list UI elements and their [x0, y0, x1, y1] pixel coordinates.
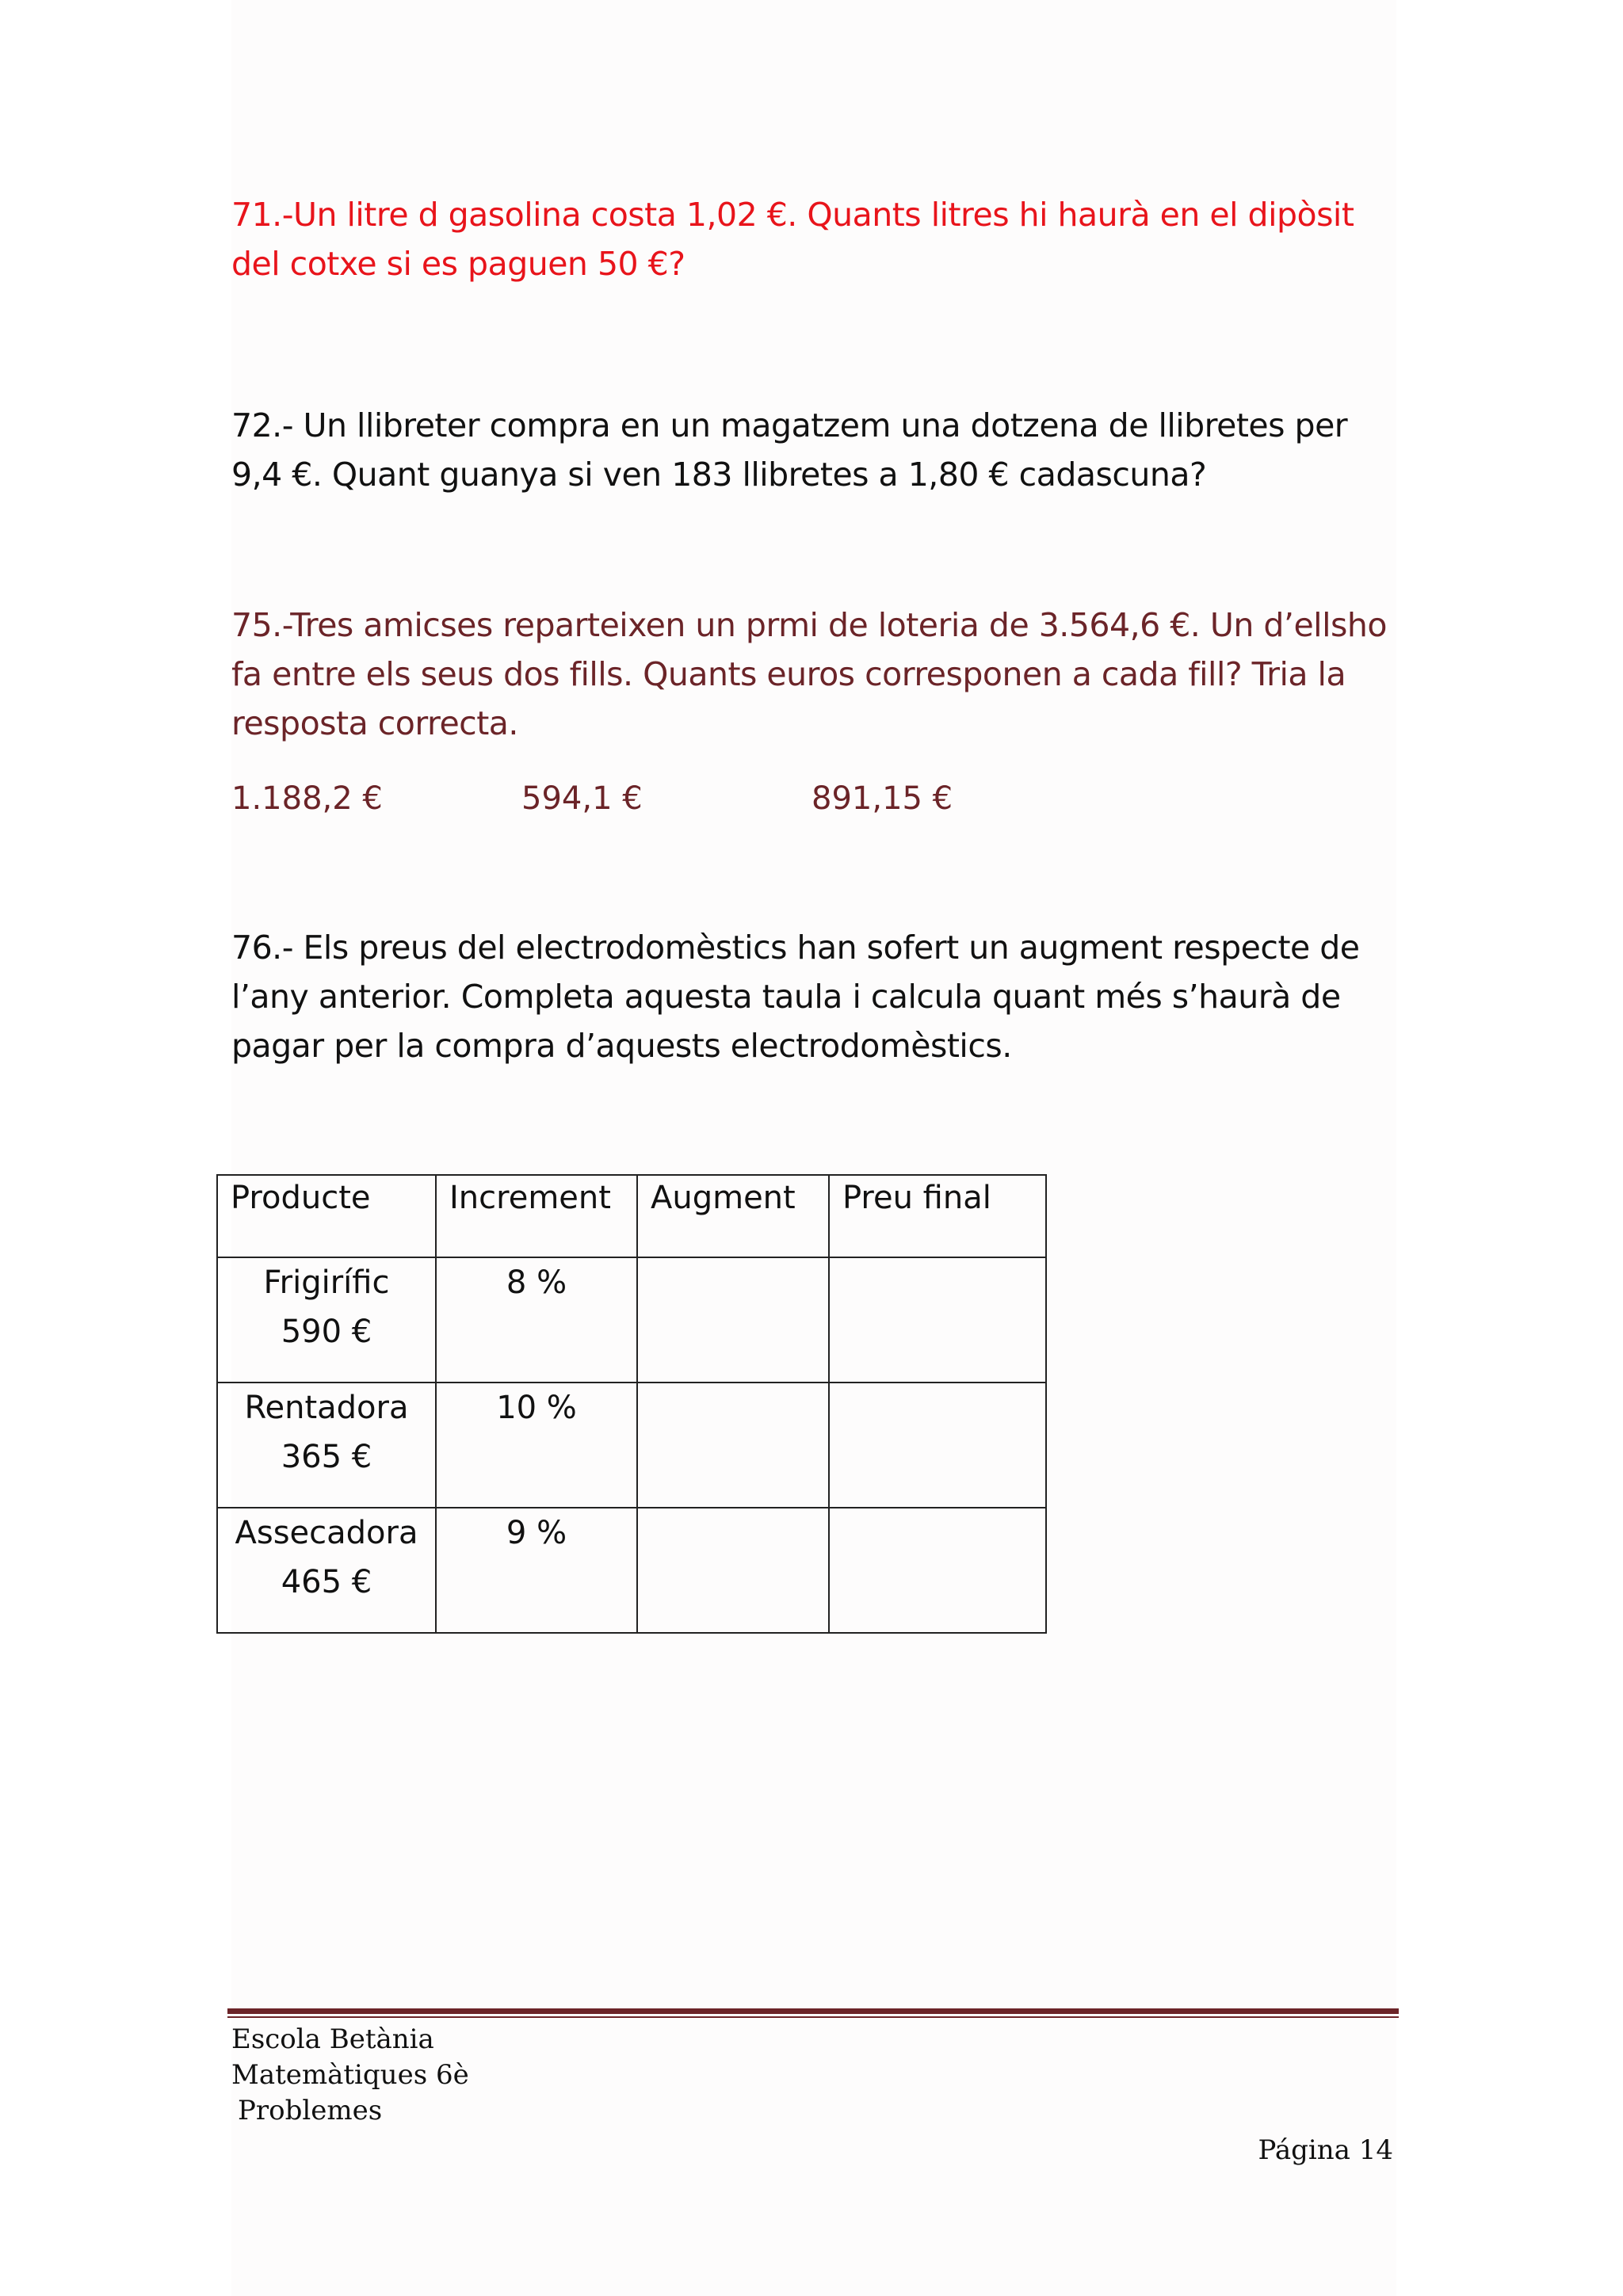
footer-divider [227, 2008, 1399, 2018]
footer-divider-thick [227, 2008, 1399, 2014]
product-price: 465 € [281, 1564, 372, 1600]
augment-cell[interactable] [637, 1508, 829, 1633]
product-price: 590 € [281, 1314, 372, 1350]
footer-subject: Matemàtiques 6è [231, 2059, 469, 2091]
table-row [217, 1508, 1046, 1633]
page-number: Página 14 [1258, 2134, 1393, 2166]
product-name: Assecadora [235, 1515, 418, 1551]
problem-71: 71.-Un litre d gasolina costa 1,02 €. Quants litres hi haurà en el dipòsit del cotxe si es paguen 50 €? [231, 196, 1354, 283]
product-name: Frigirífic [263, 1264, 390, 1301]
increment-cell: 8 % [436, 1257, 637, 1383]
table-row [217, 1383, 1046, 1508]
price-table [216, 1174, 1047, 1634]
answer-option-3: 891,15 € [812, 780, 953, 817]
problem-76: 76.- Els preus del electrodomèstics han sofert un augment respecte de l’any anterior. Completa aquesta taula i calcula quant més s’haurà de pagar per la compra d’aquests electrodomèstics. [231, 929, 1360, 1065]
product-name: Rentadora [244, 1390, 409, 1426]
final-price-cell[interactable] [829, 1383, 1046, 1508]
augment-cell[interactable] [637, 1383, 829, 1508]
footer [231, 2022, 469, 2129]
footer-divider-thin [227, 2016, 1399, 2018]
answer-option-1: 1.188,2 € [231, 780, 383, 817]
problem-75: 75.-Tres amicses reparteixen un prmi de loteria de 3.564,6 €. Un d’ellsho fa entre els seus dos fills. Quants euros corresponen a cada fill? Tria la resposta correcta. [231, 606, 1387, 742]
header-augment: Augment [637, 1175, 829, 1257]
problem-72: 72.- Un llibreter compra en un magatzem una dotzena de llibretes per 9,4 €. Quant guanya si ven 183 llibretes a 1,80 € cadascuna? [231, 406, 1348, 494]
increment-cell: 9 % [436, 1508, 637, 1633]
header-producte: Producte [217, 1175, 436, 1257]
footer-section: Problemes [238, 2095, 383, 2126]
page-background [231, 0, 1396, 2296]
product-price: 365 € [281, 1439, 372, 1475]
table-row [217, 1257, 1046, 1383]
augment-cell[interactable] [637, 1257, 829, 1383]
product-cell [217, 1508, 436, 1633]
header-increment: Increment [436, 1175, 637, 1257]
increment-cell: 10 % [436, 1383, 637, 1508]
final-price-cell[interactable] [829, 1257, 1046, 1383]
table-header-row [217, 1175, 1046, 1257]
product-cell [217, 1257, 436, 1383]
answer-option-2: 594,1 € [521, 780, 643, 817]
footer-school: Escola Betània [231, 2023, 434, 2055]
product-cell [217, 1383, 436, 1508]
final-price-cell[interactable] [829, 1508, 1046, 1633]
header-preu-final: Preu final [829, 1175, 1046, 1257]
